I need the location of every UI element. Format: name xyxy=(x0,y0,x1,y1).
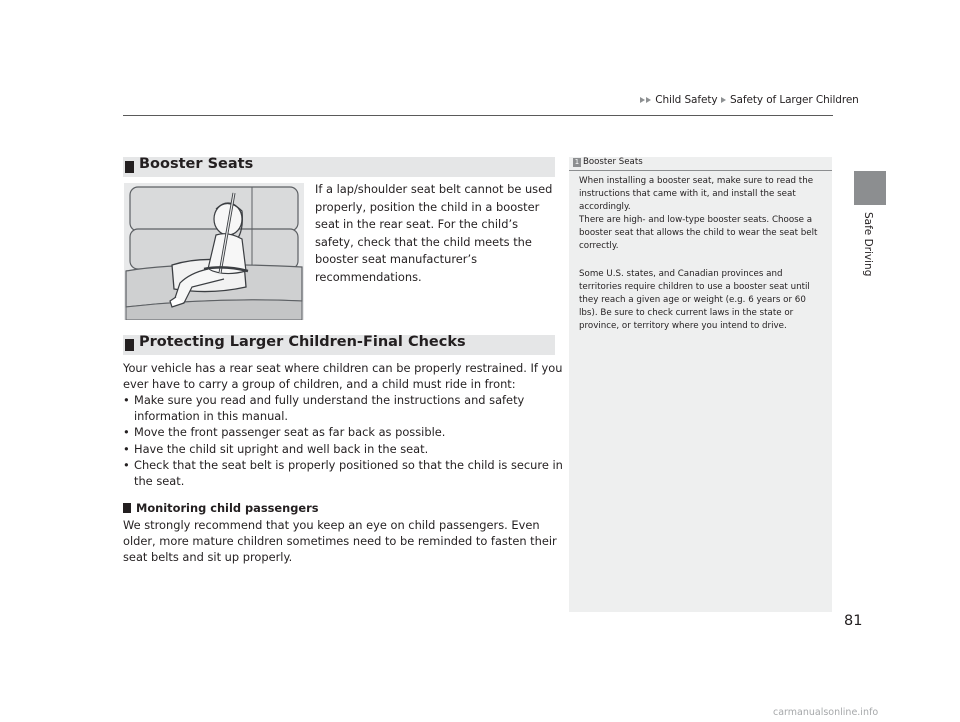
final-checks-intro: Your vehicle has a rear seat where children can be properly restrained. If you ever have to carry a group of children, and a child must ride in front: xyxy=(123,361,563,392)
list-item: • Have the child sit upright and well back in the seat. xyxy=(123,441,563,457)
breadcrumb-arrow-icon xyxy=(721,97,726,103)
section-title: Booster Seats xyxy=(139,156,254,172)
list-item: • Check that the seat belt is properly positioned so that the child is secure in the seat. xyxy=(123,457,563,489)
note-reference-badge: 1 xyxy=(574,158,580,166)
subheading-square-icon xyxy=(123,503,131,513)
breadcrumb-arrow-icon xyxy=(646,97,651,103)
child-booster-seat-drawing xyxy=(124,183,304,320)
booster-seat-paragraph: If a lap/shoulder seat belt cannot be used properly, position the child in a booster seat in the rear seat. For the child’s safety, check that the child meets the booster seat manufacturer’s recommendations. xyxy=(315,182,553,284)
side-note-divider xyxy=(569,170,832,171)
breadcrumb xyxy=(640,94,859,106)
section-header-final-checks xyxy=(123,335,555,355)
list-item: • Make sure you read and fully understand the instructions and safety information in this manual. xyxy=(123,392,563,424)
child-booster-seat-illustration xyxy=(124,183,304,320)
page-number: 81 xyxy=(844,613,863,629)
section-square-icon xyxy=(125,339,134,351)
side-note-paragraph: When installing a booster seat, make sure to read the instructions that came with it, and install the seat accordingly. There are high- and low-type booster seats. Choose a booster seat that allows the child to wear the seat belt correctly. xyxy=(579,176,818,252)
chapter-tab-label[interactable]: Safe Driving xyxy=(862,212,874,277)
section-title: Protecting Larger Children-Final Checks xyxy=(139,334,466,350)
monitoring-subheading xyxy=(123,501,319,515)
breadcrumb-arrow-icon xyxy=(640,97,645,103)
side-note-heading xyxy=(573,157,643,167)
side-note-paragraph: Some U.S. states, and Canadian provinces and territories require children to use a booster seat until they reach a given age or weight (e.g. 6 years or 60 lbs). Be sure to check current laws in the state or province, or territory where you intend to drive. xyxy=(579,269,810,332)
side-note-title: Booster Seats xyxy=(583,157,643,167)
breadcrumb-item[interactable]: Child Safety xyxy=(655,94,718,106)
site-watermark: carmanualsonline.info xyxy=(773,707,879,718)
header-divider xyxy=(123,115,833,116)
monitoring-paragraph: We strongly recommend that you keep an eye on child passengers. Even older, more mature children sometimes need to be reminded to fasten their seat belts and sit up properly. xyxy=(123,518,557,565)
list-item: • Move the front passenger seat as far back as possible. xyxy=(123,424,563,440)
section-header-booster-seats xyxy=(123,157,555,177)
section-square-icon xyxy=(125,161,134,173)
subheading-text: Monitoring child passengers xyxy=(136,501,319,515)
chapter-tab-marker xyxy=(854,171,886,205)
final-checks-list xyxy=(123,392,563,489)
breadcrumb-item[interactable]: Safety of Larger Children xyxy=(729,94,859,106)
